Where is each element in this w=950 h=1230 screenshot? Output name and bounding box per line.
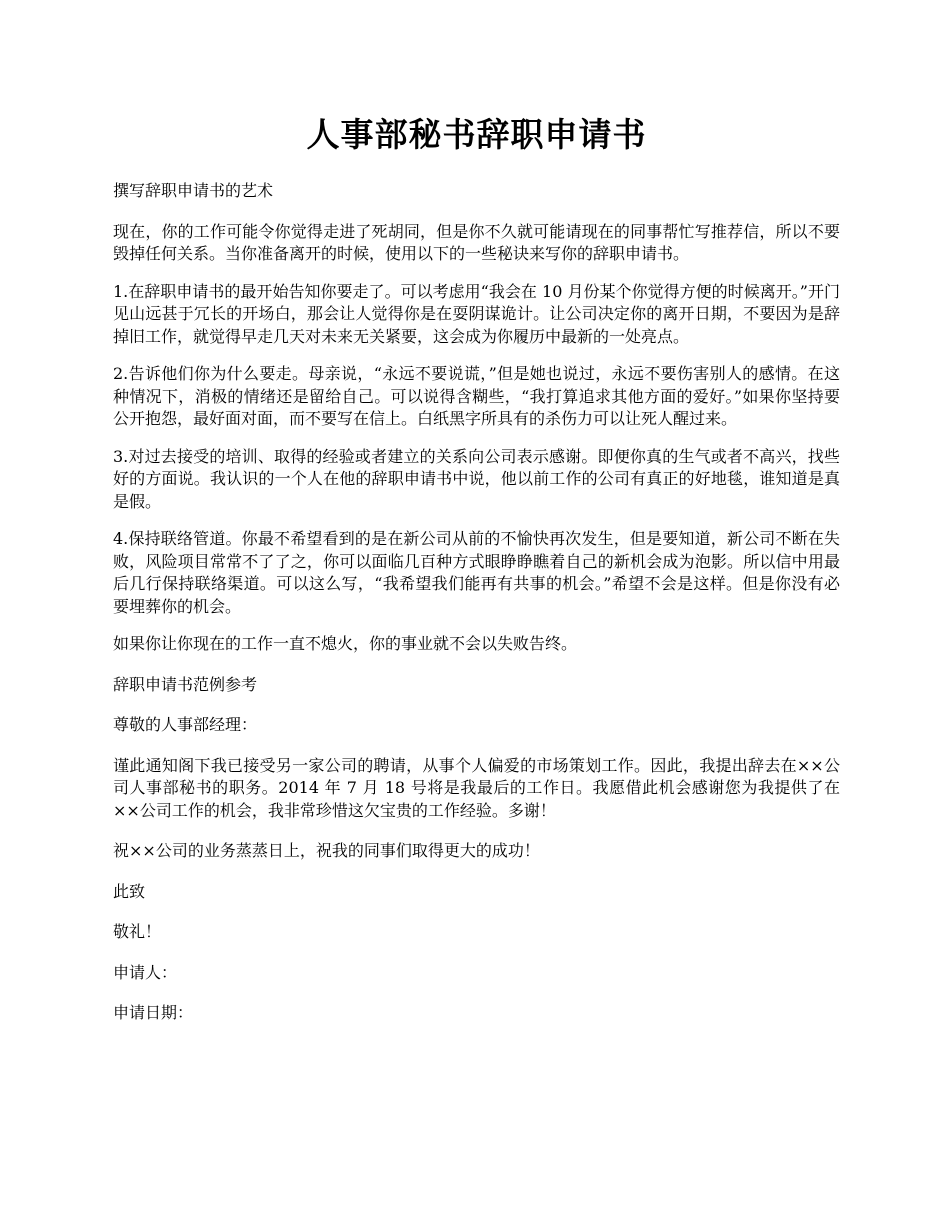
document-title: 人事部秘书辞职申请书: [306, 115, 647, 154]
applicant-field: 申请人：: [113, 962, 178, 982]
regards-line: 敬礼！: [113, 922, 162, 941]
letter-body-paragraph: 谨此通知阁下我已接受另一家公司的聘请，从事个人偏爱的市场策划工作。因此，我提出辞去在××公司人事部秘书的职务。2014 年 7 月 18 号将是我最后的工作日。我愿借此机会感谢您为我提供了在××公司工作的机会，我非常珍惜这欠宝贵的工作经验。多谢！: [113, 755, 840, 820]
wishes-paragraph: 祝××公司的业务蒸蒸日上，祝我的同事们取得更大的成功！: [113, 841, 540, 860]
tip-2-paragraph: 2.告诉他们你为什么要走。母亲说，“永远不要说谎，”但是她也说过，永远不要伤害别人的感情。在这种情况下，消极的情绪还是留给自己。可以说得含糊些，“我打算追求其他方面的爱好。”如果你坚持要公开抱怨，最好面对面，而不要写在信上。白纸黑字所具有的杀伤力可以让死人醒过来。: [113, 364, 840, 428]
closing-line: 此致: [113, 881, 146, 901]
document-page: [113, 112, 840, 1043]
tip-1-paragraph: 1.在辞职申请书的最开始告知你要走了。可以考虑用“我会在 10 月份某个你觉得方便的时候离开。”开门见山远甚于冗长的开场白，那会让人觉得你是在耍阴谋诡计。让公司决定你的离开日期，不要因为是辞掉旧工作，就觉得早走几天对未来无关紧要，这会成为你履历中最新的一处亮点。: [113, 281, 840, 346]
application-date-field: 申请日期：: [113, 1003, 194, 1022]
tip-3-paragraph: 3.对过去接受的培训、取得的经验或者建立的关系向公司表示感谢。即便你真的生气或者不高兴，找些好的方面说。我认识的一个人在他的辞职申请书中说，他以前工作的公司有真正的好地毯，谁知道是真是假。: [113, 446, 840, 511]
section-heading-art: 撰写辞职申请书的艺术: [113, 181, 274, 200]
intro-paragraph: 现在，你的工作可能令你觉得走进了死胡同，但是你不久就可能请现在的同事帮忙写推荐信，所以不要毁掉任何关系。当你准备离开的时候，使用以下的一些秘诀来写你的辞职申请书。: [113, 221, 840, 263]
sample-heading: 辞职申请书范例参考: [113, 674, 258, 694]
salutation: 尊敬的人事部经理：: [113, 715, 258, 734]
tip-4-paragraph: 4.保持联络管道。你最不希望看到的是在新公司从前的不愉快再次发生，但是要知道，新公司不断在失败，风险项目常常不了了之，你可以面临几百种方式眼睁睁瞧着自己的新机会成为泡影。所以信中用最后几行保持联络渠道。可以这么写，“我希望我们能再有共事的机会。”希望不会是这样。但是你没有必要埋葬你的机会。: [113, 529, 840, 616]
conclusion-paragraph: 如果你让你现在的工作一直不熄火，你的事业就不会以失败告终。: [113, 634, 578, 653]
